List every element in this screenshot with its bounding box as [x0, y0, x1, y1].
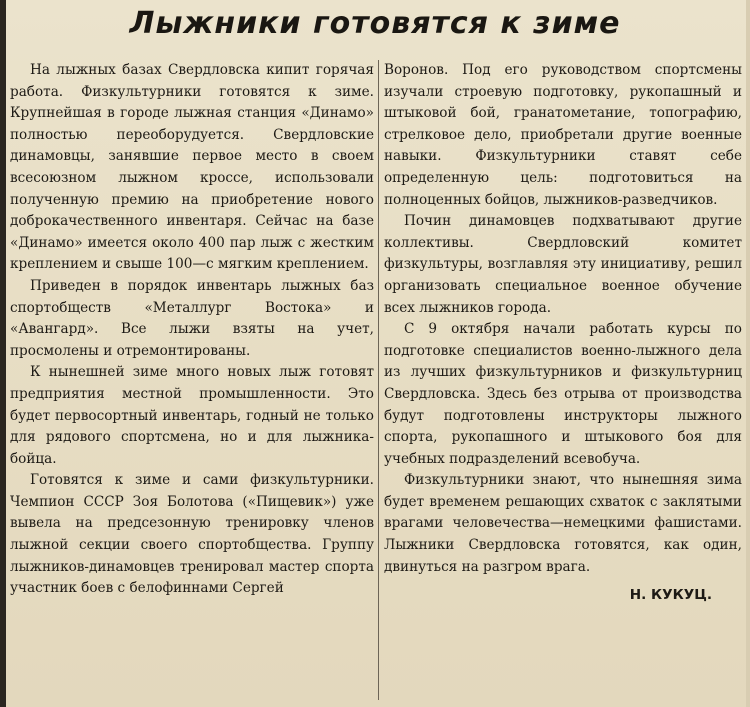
article-title: Лыжники готовятся к зиме — [129, 6, 621, 41]
paragraph: Готовятся к зиме и сами физкультурники. Чемпион СССР Зоя Болотова («Пищевик») уже вывела на предсезонную тренировку членов лыжной секции своего спортобщества. Группу лыжников-динамовцев тренировал мастер спорта участник боев с белофиннами Сергей — [10, 472, 374, 597]
scan-edge-left — [0, 0, 6, 707]
column-right — [384, 60, 742, 606]
paragraph: Воронов. Под его руководством спортсмены изучали строевую подготовку, рукопашный и штыковой бой, гранатометание, топографию, стрелковое дело, приобретали другие военные навыки. Физкультурники ставят себе определенную цель: подготовиться на полноценных бойцов, лыжников-разведчиков. — [384, 62, 742, 208]
paragraph: С 9 октября начали работать курсы по подготовке специалистов военно-лыжного дела из лучших физкультурников и физкультурниц Свердловска. Здесь без отрыва от производства будут подготовлены инструкторы лыжного спорта, рукопашного и штыкового боя для учебных подразделений всевобуча. — [384, 321, 742, 467]
scan-edge-right — [746, 0, 750, 707]
column-divider — [378, 60, 379, 700]
paragraph: Почин динамовцев подхватывают другие коллективы. Свердловский комитет физкультуры, возглавляя эту инициативу, решил организовать специальное военное обучение всех лыжников города. — [384, 213, 742, 316]
paragraph: Приведен в порядок инвентарь лыжных баз спортобществ «Металлург Востока» и «Авангард». Все лыжи взяты на учет, просмолены и отремонтированы. — [10, 277, 374, 359]
author-signature: Н. КУКУЦ. — [629, 587, 712, 604]
paragraph: Физкультурники знают, что нынешняя зима будет временем решающих схваток с заклятыми врагами человечества—немецкими фашистами. Лыжники Свердловска готовятся, как один, двинуться на разгром врага. — [384, 472, 742, 575]
column-left — [10, 60, 374, 600]
paragraph: К нынешней зиме много новых лыж готовят предприятия местной промышленности. Это будет первосортный инвентарь, годный не только для рядового спортсмена, но и для лыжника-бойца. — [10, 364, 374, 467]
paragraph: На лыжных базах Свердловска кипит горячая работа. Физкультурники готовятся к зиме. Крупнейшая в городе лыжная станция «Динамо» полностью переоборудуется. Свердловские динамовцы, занявшие первое место в своем всесоюзном лыжном кроссе, использовали полученную премию на приобретение нового доброкачественного инвентаря. Сейчас на базе «Динамо» имеется около 400 пар лыж с жестким креплением и свыше 100—с мягким креплением. — [10, 62, 374, 273]
